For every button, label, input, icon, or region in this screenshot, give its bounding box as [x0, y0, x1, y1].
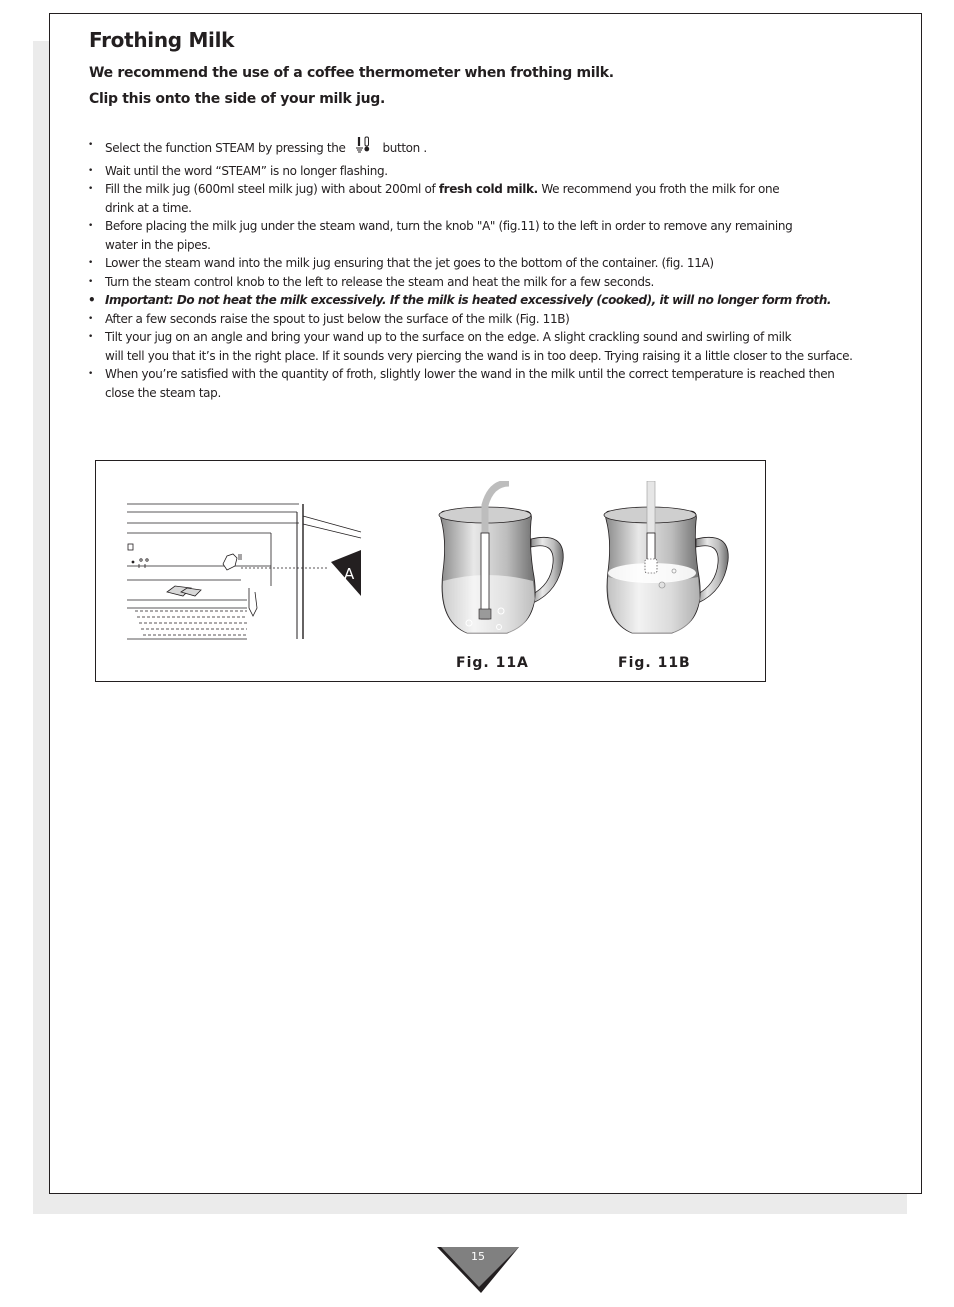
fig-11a-label: Fig. 11A	[456, 655, 529, 671]
clip-instruction: Clip this onto the side of your milk jug.	[89, 91, 386, 107]
list-item: • Turn the steam control knob to the left to release the steam and heat the milk for a few seconds.	[88, 273, 888, 292]
list-item: • Wait until the word “STEAM” is no longer flashing.	[88, 162, 888, 181]
instruction-list	[88, 136, 888, 402]
content-frame	[49, 13, 922, 1194]
thermometer-recommendation: We recommend the use of a coffee thermometer when frothing milk.	[89, 65, 614, 81]
knob-a-label: A	[344, 565, 355, 583]
fresh-cold-milk: fresh cold milk.	[438, 182, 538, 196]
page-title: Frothing Milk	[89, 28, 235, 52]
list-item: • After a few seconds raise the spout to just below the surface of the milk (Fig. 11B)	[88, 310, 888, 329]
machine-illustration	[121, 496, 371, 641]
list-item: • Tilt your jug on an angle and bring your wand up to the surface on the edge. A slight crackling sound and swirling of milk will tell you that it’s in the right place. If it sounds very piercing the wand is in too deep. Trying raising it a little closer to the surface.	[88, 328, 888, 365]
list-item: • When you’re satisfied with the quantity of froth, slightly lower the wand in the milk until the correct temperature is reached then close the steam tap.	[88, 365, 867, 402]
steam-button-icon	[353, 136, 375, 162]
figure-11	[95, 460, 766, 682]
page-number: 15	[471, 1250, 485, 1263]
page-number-tab	[437, 1247, 519, 1293]
jug-11a-illustration	[431, 481, 581, 646]
important-warning: • Important: Do not heat the milk excessively. If the milk is heated excessively (cooked), it will no longer form froth.	[88, 291, 888, 310]
list-item: • Fill the milk jug (600ml steel milk jug) with about 200ml of fresh cold milk. We recommend you froth the milk for one drink at a time.	[88, 180, 805, 217]
list-item: • Before placing the milk jug under the steam wand, turn the knob "A" (fig.11) to the left in order to remove any remaining water in the pipes.	[88, 217, 827, 254]
list-item: • Lower the steam wand into the milk jug ensuring that the jet goes to the bottom of the container. (fig. 11A)	[88, 254, 888, 273]
list-item: • Select the function STEAM by pressing the button .	[88, 136, 888, 162]
jug-11b-illustration	[596, 481, 746, 646]
fig-11b-label: Fig. 11B	[618, 655, 691, 671]
